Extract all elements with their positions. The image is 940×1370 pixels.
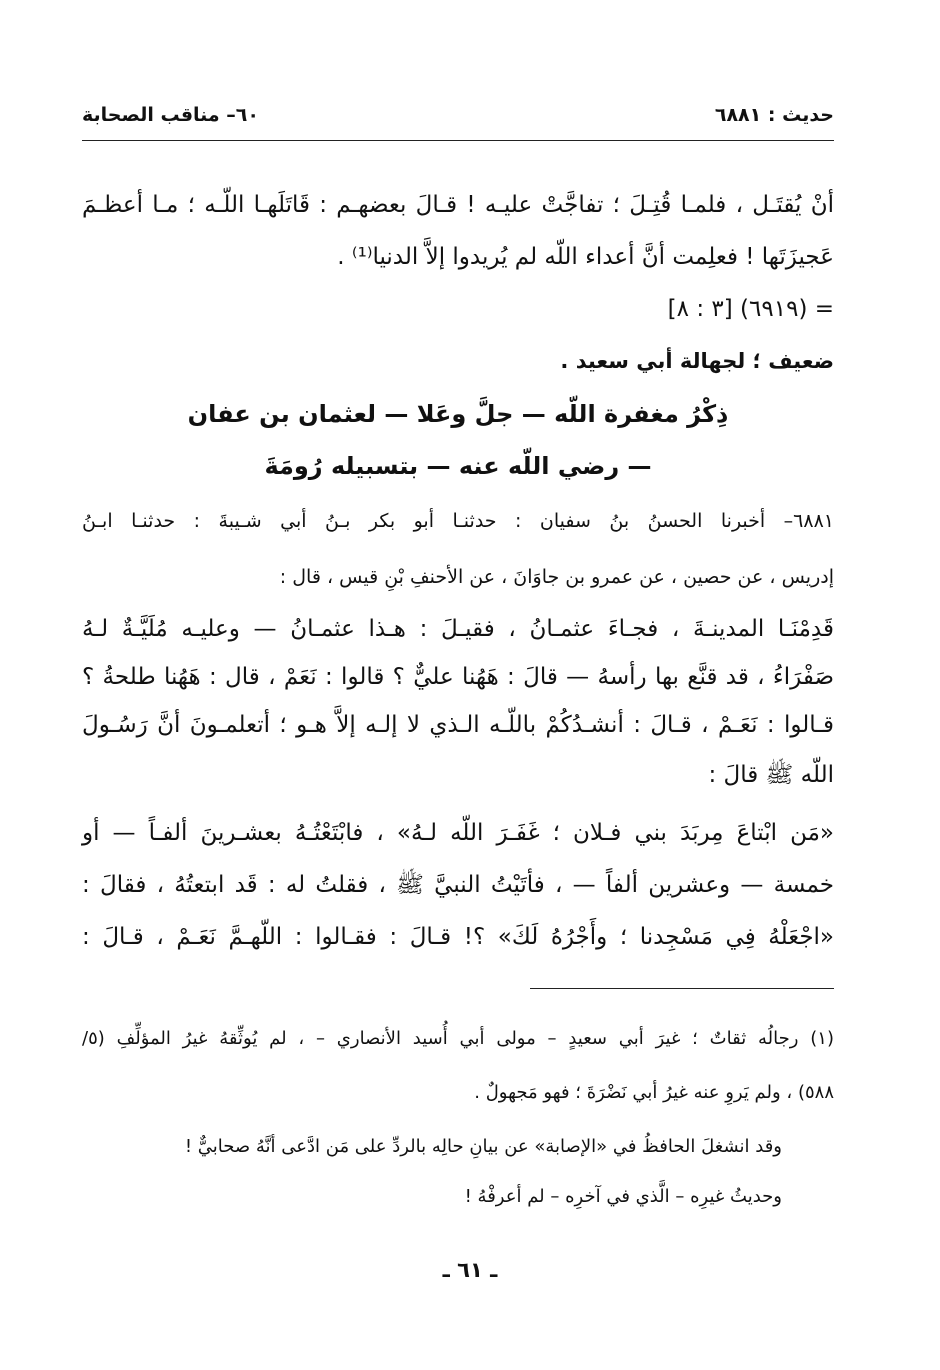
- matn-line: صَفْرَاءُ ، قد قنَّع بها رأسهُ — قالَ : هَهُنا عليٌّ ؟ قالوا : نَعَمْ ، قال : هَهُنا طلحةُ ؟: [82, 664, 834, 690]
- matn-line: «مَن ابْتاعَ مِربَدَ بني فـلان ؛ غَفَـرَ اللّه لـهُ» ، فابْتَعْتُـهُ بعشـرينَ ألفـاً — أو: [82, 820, 834, 846]
- matn-line: خمسة — وعشرين ألفاً — ، فأتَيْتُ النبيَّ ﷺ ، فقلتُ له : قَد ابتعتُهُ ، فقالَ :: [82, 872, 834, 898]
- hadith-grade: ضعيف ؛ لجهالة أبي سعيد .: [560, 349, 834, 373]
- matn-line: «اجْعَلْهُ فِي مَسْجِدنا ؛ وأَجْرُهُ لَكَ» ؟! قـالَ : فقـالوا : اللّهـمَّ نَعَـمْ ، قـالَ :: [82, 924, 834, 950]
- chapter-title: ٦٠– مناقب الصحابة: [82, 104, 259, 126]
- section-heading-line-1: ذِكْرُ مغفرة اللّه — جلَّ وعَلا — لعثمان بن عفان: [187, 400, 729, 428]
- cross-reference: = (٦٩١٩) [٣ : ٨]: [667, 296, 834, 322]
- running-header: [82, 98, 834, 132]
- body-line: أنْ يُقتَـل ، فلمـا قُتِـلَ ؛ تفاجَّتْ عليـه ! قـالَ بعضهـم : قَاتَلَهـا اللّـه ؛ مـا أعظـمَ: [82, 192, 834, 218]
- section-heading-line-2: — رضي اللّه عنه — بتسبيله رُومَةَ: [264, 452, 652, 480]
- matn-line: اللّه ﷺ قالَ :: [708, 762, 834, 788]
- footnote-rule: [530, 988, 834, 989]
- footnote-line: ٥٨٨) ، ولم يَروِ عنه غيرُ أبي نَضْرَةَ ؛ فهو مَجهولٌ .: [474, 1082, 834, 1103]
- page-number: ـ ٦١ ـ: [442, 1258, 498, 1282]
- header-rule: [82, 140, 834, 141]
- footnote-line: (١) رجالُه ثقاتٌ ؛ غيرَ أبي سعيدٍ – مولى أبي أُسيد الأنصاري – ، لم يُوثِّقهُ غيرُ المؤلِّفِ (٥/: [82, 1028, 834, 1049]
- footnote-line: وقد انشغلَ الحافظُ في «الإصابة» عن بيانِ حالِه بالردِّ على مَن ادَّعى أنَّهُ صحابيٌّ !: [184, 1136, 782, 1157]
- matn-line: قـالوا : نَعَـمْ ، قـالَ : أنشـدُكُمْ باللّـه الـذي لا إلـه إلاَّ هـو ؛ أتعلمـونَ أنَّ رَسُـولَ: [82, 712, 834, 738]
- hadith-reference: حديث : ٦٨٨١: [714, 104, 834, 126]
- body-line: عَجيزَتَها ! فعلِمت أنَّ أعداء اللّه لم يُريدوا إلاَّ الدنيا⁽¹⁾ .: [337, 244, 834, 270]
- matn-line: قَدِمْنَـا المدينـةَ ، فجـاءَ عثمـانُ ، فقيـلَ : هـذا عثمـانُ — وعليـه مُلَيَّـةٌ لـهُ: [82, 616, 834, 642]
- footnote-line: وحديثُ غيرِه – الَّذي في آخرِه – لم أعرفْهُ !: [464, 1186, 782, 1207]
- isnad-line: إدريس ، عن حصين ، عن عمرو بن جاوَانَ ، عن الأحنفِ بْنِ قيس ، قال :: [279, 566, 834, 588]
- isnad-line: ٦٨٨١– أخبرنا الحسنُ بنُ سفيان : حدثنـا أبو بكر بـنُ أبي شـيبةَ : حدثنـا ابـنُ: [82, 510, 834, 532]
